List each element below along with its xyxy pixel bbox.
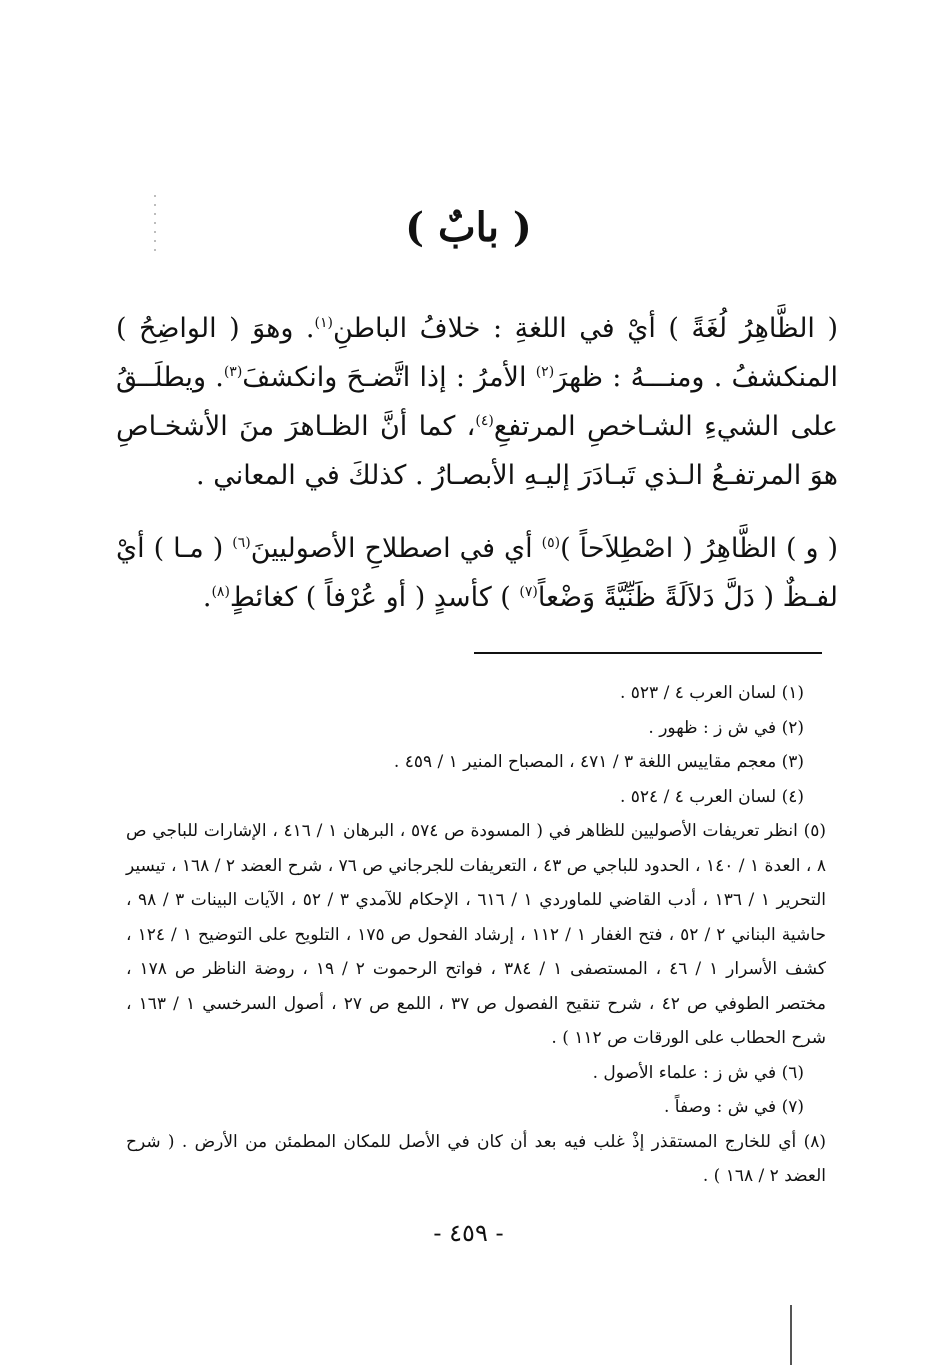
- footnote: (٣) معجم مقاييس اللغة ٣ / ٤٧١ ، المصباح المنير ١ / ٤٥٩ .: [393, 752, 804, 772]
- paragraph: [116, 524, 838, 622]
- text-segment: .: [202, 582, 212, 613]
- chapter-title: ( بابٌ ): [405, 204, 532, 251]
- footnote: (٥) انظر تعريفات الأصوليين للظاهر في ( المسودة ص ٥٧٤ ، البرهان ١ / ٤١٦ ، الإشارات للباجي ص ٨ ، العدة ١ / ١٤٠ ، الحدود للباجي ص ٤٣ ، التعريفات للجرجاني ص ٧٦ ، شرح العضد ٢ / ١٦٨ ، تيسير التحرير ١ / ١٣٦ ، أدب القاضي للماوردي ١ / ٦١٦ ، الإحكام للآمدي ٣ / ٥٢ ، الآيات البينات ٣ / ٩٨ ، حاشية البناني ٢ / ٥٢ ، فتح الغفار ١ / ١١٢ ، إرشاد الفحول ص ١٧٥ ، التلويح على التوضيح ١ / ١٢٤ ، كشف الأسرار ١ / ٤٦ ، المستصفى ١ / ٣٨٤ ، فواتح الرحموت ٢ / ١٩ ، روضة الناظر ص ١٧٨ ، مختصر الطوفي ص ٤٢ ، شرح تنقيح الفصول ص ٣٧ ، اللمع ص ٢٧ ، أصول السرخسي ١ / ١٦٣ ، شرح الحطاب على الورقات ص ١١٢ ) .: [126, 821, 827, 1048]
- text-segment: الأمرُ : إذا اتَّضـحَ وانكشفَ: [242, 362, 536, 393]
- page-number: - ٤٥٩ -: [433, 1219, 504, 1247]
- footnote-ref: (٤): [475, 413, 494, 429]
- text-segment: ، كما أنَّ الظـاهرَ منَ الأشخـاصِ هوَ المرتفـعُ الـذي تَبـادَرَ إليـهِ الأبصـارُ . كذلكَ في المعاني .: [116, 411, 838, 491]
- footnote-ref: (١): [314, 315, 333, 331]
- text-segment: ( مـا ) أيْ لفـظٌ ( دَلَّ دَلاَلَةً ظَنِّيَّةً وَضْعاً: [116, 533, 838, 613]
- footnote-ref: (٦): [232, 535, 251, 551]
- footnote: (٤) لسان العرب ٤ / ٥٢٤ .: [619, 786, 804, 807]
- text-segment: أي في اصطلاحِ الأصوليينَ: [250, 533, 542, 564]
- footnote: (٦) في ش ز : علماء الأصول .: [592, 1062, 804, 1083]
- footnote: (٨) أي للخارج المستقذر إذْ غلب فيه بعد أن كان في الأصل للمكان المطمئن من الأرض . ( شرح العضد ٢ / ١٦٨ ) .: [126, 1131, 826, 1186]
- footnote-ref: (٣): [223, 364, 243, 380]
- main-text: [116, 304, 838, 622]
- footnote-ref: (٧): [519, 584, 538, 600]
- text-segment: . وهوَ ( الواضِحُ ) المنكشفُ . ومنـــهُ : ظهرَ: [116, 313, 838, 393]
- text-segment: ( و ) الظَّاهِرُ ( اصْطِلاَحاً ): [560, 533, 839, 564]
- footnote-ref: (٥): [541, 535, 561, 551]
- footnote-ref: (٨): [211, 584, 230, 600]
- footnote-ref: (٢): [535, 364, 555, 380]
- text-segment: ( الظَّاهِرُ لُغَةً ) أيْ في اللغةِ : خلافُ الباطنِ: [332, 313, 838, 344]
- text-segment: . ويطلَــقُ على الشيءِ الشـاخصِ المرتفعِ: [116, 362, 839, 442]
- footnotes-list: [126, 676, 826, 1194]
- footnote: (٧) في ش : وصفاً .: [663, 1097, 804, 1117]
- margin-mark: [790, 1305, 792, 1365]
- footnote: (٢) في ش ز : ظهور .: [648, 717, 804, 738]
- text-segment: ) كأسدٍ ( أو عُرْفاً ) كغائطٍ: [229, 582, 520, 613]
- footnote-separator: [474, 652, 822, 654]
- footnote: (١) لسان العرب ٤ / ٥٢٣ .: [619, 683, 804, 703]
- paragraph: [116, 304, 838, 500]
